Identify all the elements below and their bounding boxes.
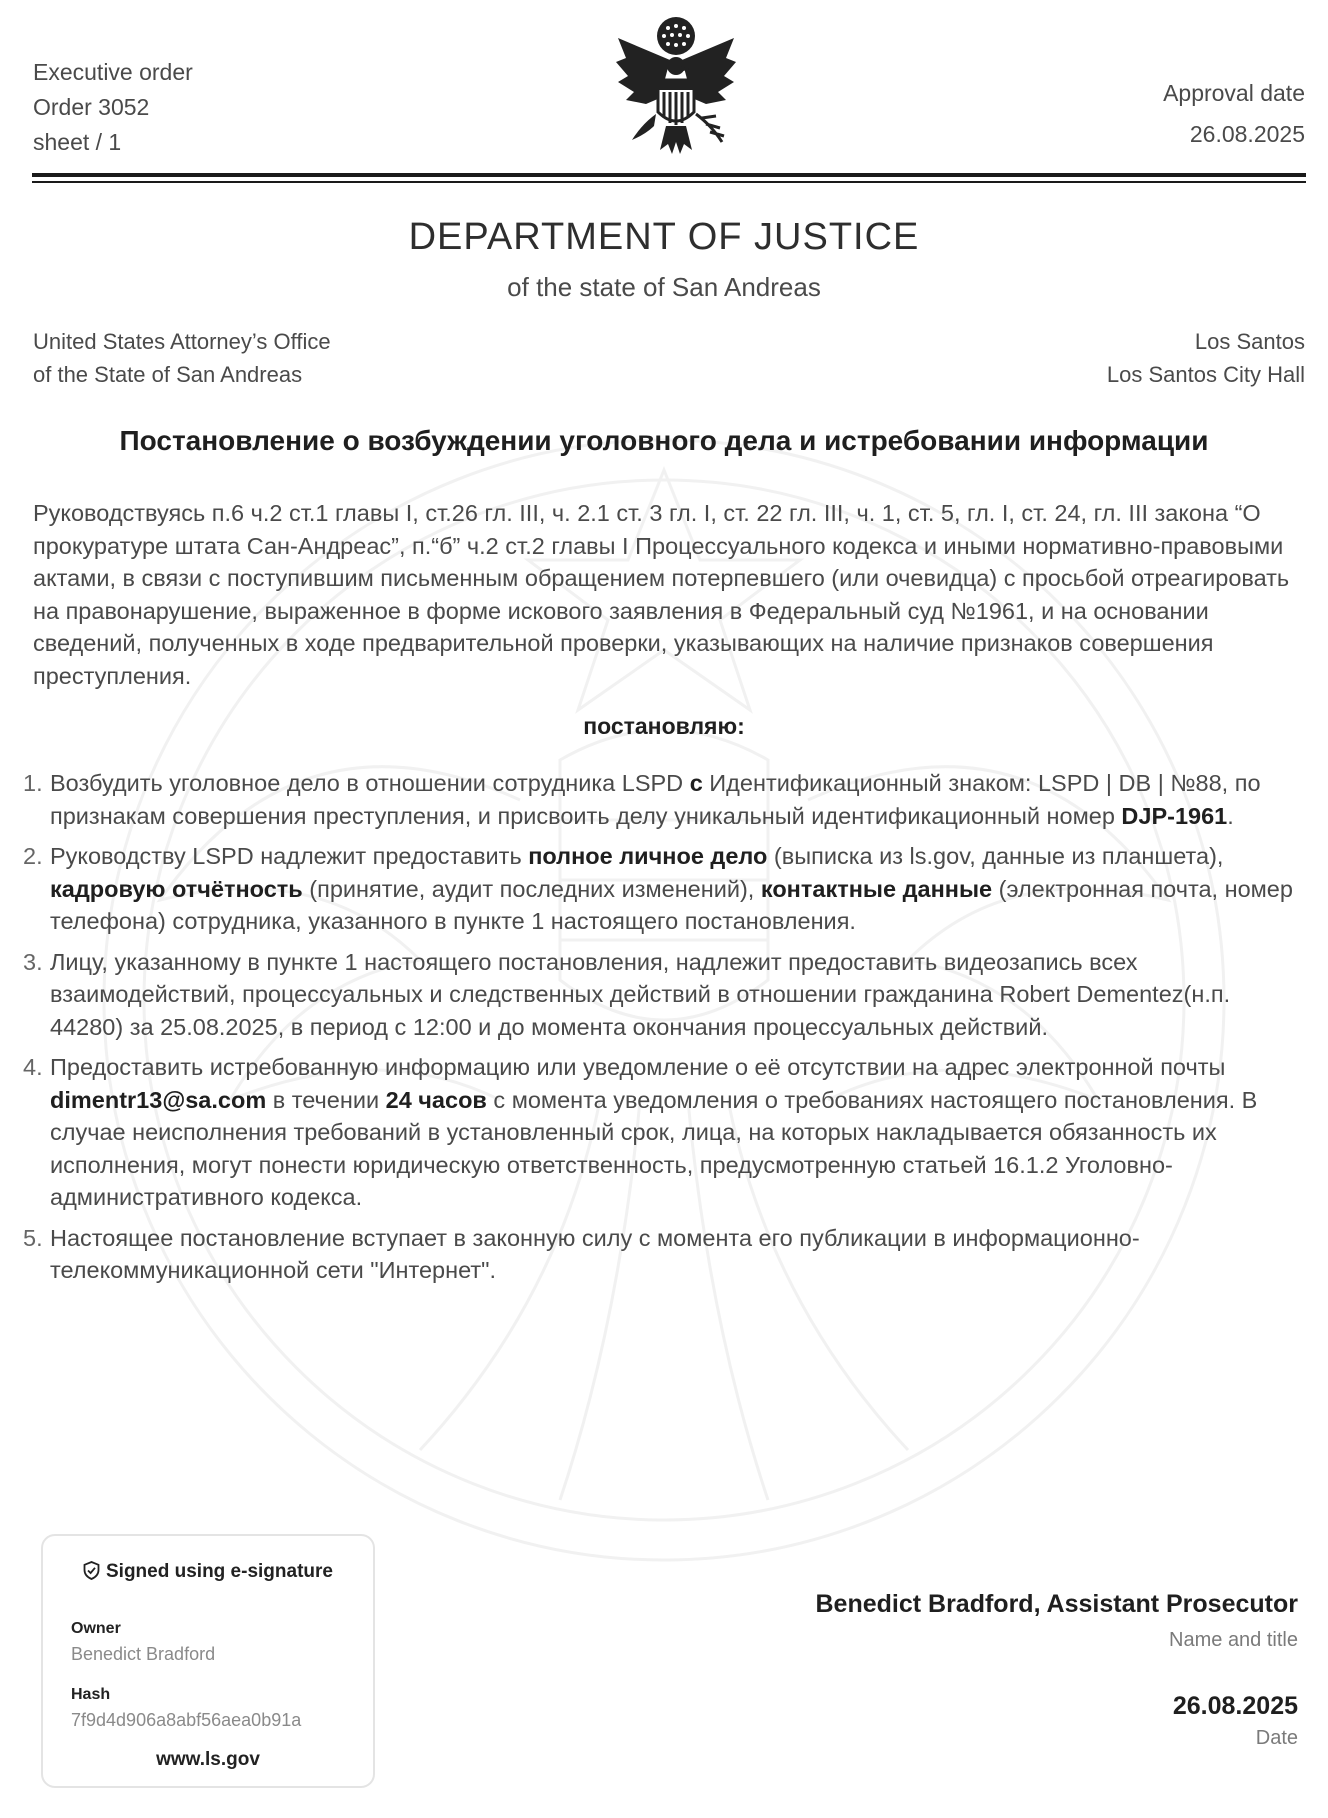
decree-item-text: (принятие, аудит последних изменений), xyxy=(302,875,761,902)
shield-check-icon xyxy=(83,1561,100,1580)
intro-paragraph: Руководствуясь п.6 ч.2 ст.1 главы I, ст.26 гл. III, ч. 2.1 ст. 3 гл. I, ст. 22 гл. III, ч. 1, ст. 5, гл. I, ст. 24, гл. III закона “О прокуратуре штата Сан-Андреас”, п.“б” ч.2 ст.2 главы I Процессуального кодекса и иными нормативно-правовыми актами, в связи с поступившим письменным обращением потерпевшего (или очевидца) с просьбой отреагировать на правонарушение, выраженное в форме искового заявления в Федеральный суд №1961, и на основании сведений, полученных в ходе предварительной проверки, указывающих на наличие признаков совершения преступления. xyxy=(33,500,1290,689)
decree-item-emphasis: 24 часов xyxy=(385,1086,487,1113)
decree-item-number: 3. xyxy=(23,948,43,975)
owner-label: Owner xyxy=(71,1620,121,1637)
order-header xyxy=(33,55,193,160)
decree-item-text: с момента уведомления о требованиях настоящего постановления. В случае неисполнения требований в установленный срок, лица, на которых накладывается обязанность их исполнения, могут понести юридическую ответственность, предусмотренную статьей 16.1.2 Уголовно-административного кодекса. xyxy=(50,1086,1258,1210)
office-line: of the State of San Andreas xyxy=(33,362,303,387)
e-signature-heading xyxy=(43,1561,373,1583)
location-line: Los Santos City Hall xyxy=(1106,362,1305,387)
e-signature-heading-text: Signed using e-signature xyxy=(106,1561,333,1582)
decree-item xyxy=(14,1222,1308,1287)
decree-item-text: Предоставить истребованную информацию или уведомление о её отсутствии на адрес электронной почты xyxy=(50,1054,1226,1080)
decree-item xyxy=(14,1051,1308,1214)
decree-item-emphasis: полное личное дело xyxy=(528,843,768,869)
sheet-number: sheet / 1 xyxy=(33,129,122,155)
decree-item-text: Лицу, указанному в пункте 1 настоящего постановления, надлежит предоставить видеозапись всех взаимодействий, процессуальных и следственных действий в отношении гражданина Robert Dementez(н.п. 44280) за 25.08.2025, в период с 12:00 и до момента окончания процессуальных действий. xyxy=(50,948,1231,1040)
decree-item-text: Настоящее постановление вступает в законную силу с момента его публикации в информационно-телекоммуникационной сети "Интернет". xyxy=(50,1224,1140,1283)
decree-item-emphasis: кадровую отчётность xyxy=(50,875,303,902)
owner-value: Benedict Bradford xyxy=(71,1644,216,1664)
decree-items xyxy=(14,767,1308,1295)
order-number: Order 3052 xyxy=(33,94,150,120)
signer-name: Benedict Bradford, Assistant Prosecutor xyxy=(815,1590,1298,1618)
decree-item-text: Возбудить уголовное дело в отношении сотрудника LSPD xyxy=(50,770,690,796)
decree-heading: постановляю: xyxy=(583,713,745,739)
decree-item-number: 5. xyxy=(23,1224,43,1251)
decree-item-text: . xyxy=(1227,802,1234,829)
order-type: Executive order xyxy=(33,59,193,85)
decree-item-text: (электронная почта, номер телефона) сотрудника, указанного в пункте 1 настоящего постановления. xyxy=(50,875,1293,934)
signer-block xyxy=(815,1587,1298,1753)
decree-item-number: 1. xyxy=(23,770,43,796)
decree-item-text: (выписка из ls.gov, данные из планшета), xyxy=(767,843,1224,869)
header-divider xyxy=(32,173,1306,177)
hash-label: Hash xyxy=(71,1686,111,1703)
decree-item-emphasis: контактные данные xyxy=(760,875,993,902)
decree-item xyxy=(14,840,1308,938)
decree-item xyxy=(14,946,1308,1044)
decree-item-emphasis: DJP-1961 xyxy=(1121,802,1228,829)
decree-item-text: Руководству LSPD надлежит предоставить xyxy=(50,843,529,869)
approval-date-label: Approval date xyxy=(1163,80,1305,106)
signed-date-label: Date xyxy=(1255,1727,1298,1749)
decree-item xyxy=(14,767,1308,832)
decree-item-emphasis: dimentr13@sa.com xyxy=(50,1086,267,1113)
location-line: Los Santos xyxy=(1194,329,1305,354)
department-title: DEPARTMENT OF JUSTICE xyxy=(408,216,920,258)
e-signature-box xyxy=(41,1534,375,1788)
hash-value: 7f9d4d906a8abf56aea0b91a xyxy=(71,1710,302,1730)
signer-name-label: Name and title xyxy=(1169,1629,1298,1651)
header-divider-thin xyxy=(32,181,1306,183)
office-line: United States Attorney’s Office xyxy=(33,329,331,354)
decree-item-number: 4. xyxy=(23,1054,43,1080)
signed-date: 26.08.2025 xyxy=(1172,1692,1298,1720)
approval-date: 26.08.2025 xyxy=(1189,121,1305,147)
decree-item-number: 2. xyxy=(23,843,43,869)
decree-item-emphasis: с xyxy=(689,770,703,796)
decree-item-text: Идентификационный знаком: LSPD | DB | №88, по признакам совершения преступления, и присвоить делу уникальный идентификационный номер xyxy=(50,770,1261,829)
office-address xyxy=(33,325,331,391)
document-title: Постановление о возбуждении уголовного дела и истребовании информации xyxy=(119,425,1209,456)
approval-block xyxy=(1163,76,1305,152)
department-subtitle: of the state of San Andreas xyxy=(507,272,821,302)
site-link[interactable]: www.ls.gov xyxy=(156,1749,260,1770)
decree-item-text: в течении xyxy=(266,1086,386,1113)
eagle-seal-icon xyxy=(612,14,740,160)
location-address xyxy=(1107,325,1305,391)
